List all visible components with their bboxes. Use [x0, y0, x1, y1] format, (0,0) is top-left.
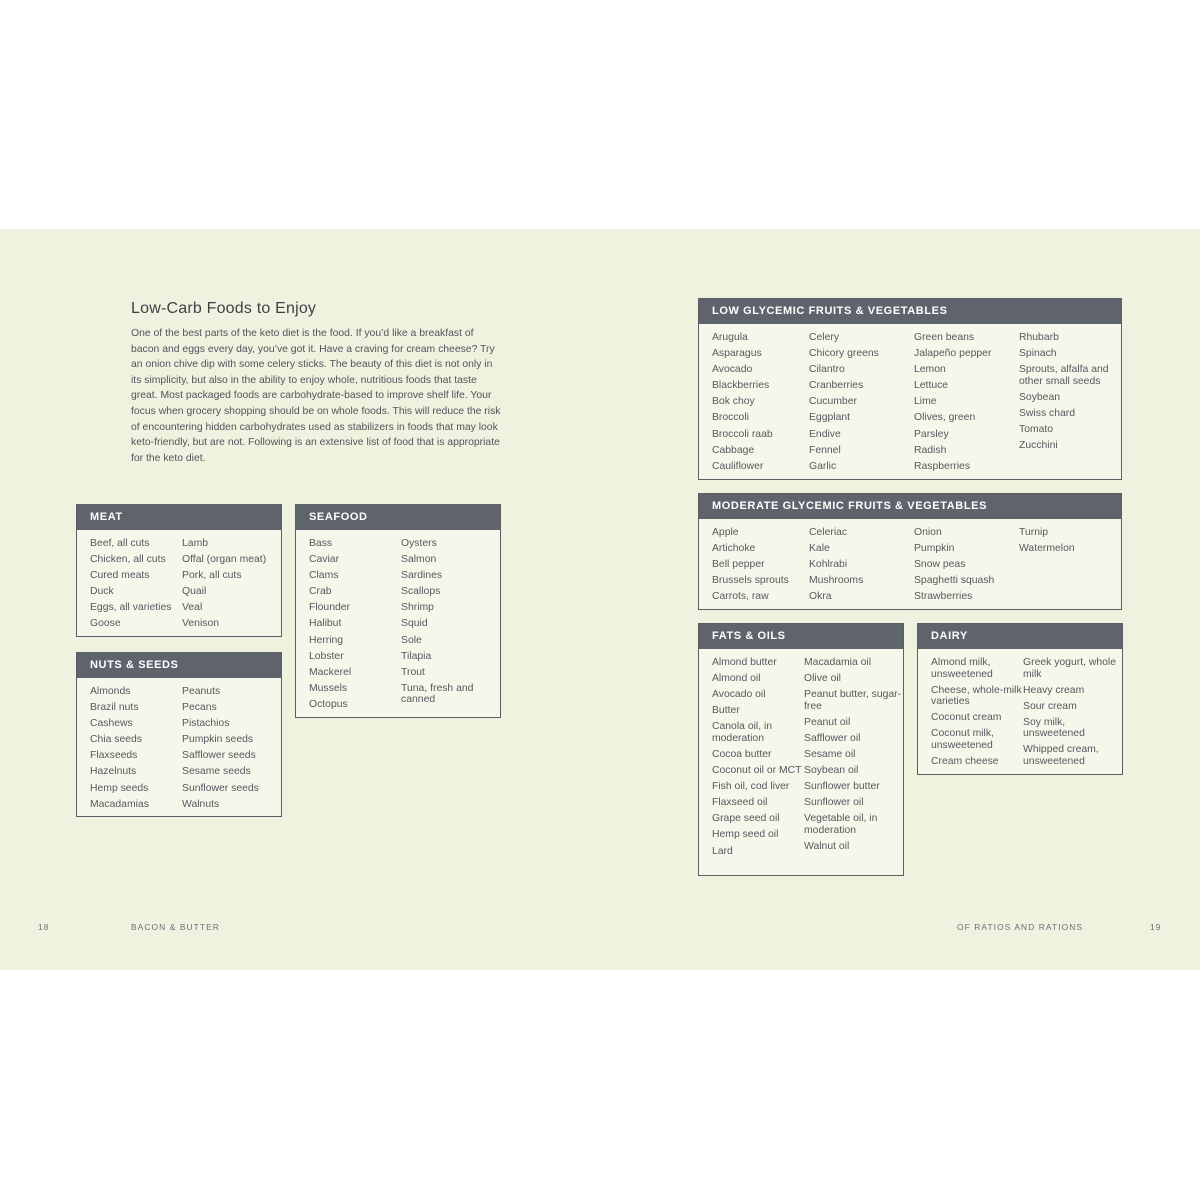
food-item: Soybean: [1019, 391, 1061, 403]
low-glycemic-box: [698, 298, 1122, 480]
food-item: Sunflower seeds: [182, 782, 259, 794]
food-item: Walnuts: [182, 798, 220, 810]
food-item: Macadamia oil: [804, 657, 872, 668]
food-item: Venison: [182, 618, 220, 630]
food-item: Tomato: [1019, 423, 1054, 435]
item-column: [182, 686, 281, 815]
item-column: [182, 538, 281, 635]
intro-paragraph: One of the best parts of the keto diet is the food. If you’d like a breakfast of bacon and eggs every day, you’ve got it. Have a craving for cream cheese? Try an onion chive dip with some celery sticks. The beauty of this diet is not only in its simplicity, but also in the ability to enjoy whole, nutritious foods that taste great. Most packaged foods are carbohydrate-based to improve shelf life. Your focus when grocery shopping should be on whole foods. This will reduce the risk of encountering hidden carbohydrates used as stabilizers in foods that may look keto-friendly, but are not. Following is an extensive list of food that is appropriate for the keto diet.: [131, 328, 501, 464]
food-item: Tuna, fresh and canned: [401, 682, 474, 706]
food-item: Cilantro: [809, 364, 845, 376]
item-column: [712, 332, 809, 477]
food-item: Turnip: [1019, 527, 1049, 538]
item-column: [809, 332, 914, 477]
section-title: Low-Carb Foods to Enjoy: [131, 300, 317, 317]
food-item: Chia seeds: [90, 734, 142, 746]
seafood-box-list: [296, 530, 500, 715]
food-item: Okra: [809, 591, 832, 603]
item-column: [712, 657, 804, 862]
food-item: Sour cream: [1023, 700, 1077, 712]
food-item: Kohlrabi: [809, 559, 848, 571]
item-column: [1019, 332, 1119, 477]
food-item: Jalapeño pepper: [914, 348, 992, 360]
food-item: Quail: [182, 586, 207, 598]
meat-box: [76, 504, 282, 637]
food-item: Bell pepper: [712, 559, 765, 571]
food-item: Cauliflower: [712, 460, 764, 472]
left-page-number: 18: [38, 922, 50, 932]
food-item: Cured meats: [90, 570, 150, 582]
food-item: Safflower oil: [804, 732, 861, 744]
food-item: Pumpkin: [914, 543, 955, 555]
item-column: [1019, 527, 1119, 607]
item-column: [309, 538, 401, 715]
food-item: Broccoli: [712, 412, 749, 424]
food-item: Scallops: [401, 586, 441, 598]
food-item: Whipped cream, unsweetened: [1023, 744, 1099, 767]
food-item: Brussels sprouts: [712, 575, 789, 587]
item-column: [809, 527, 914, 607]
food-item: Lettuce: [914, 380, 949, 392]
item-column: [914, 527, 1019, 607]
food-item: Peanuts: [182, 686, 221, 697]
item-column: [931, 657, 1023, 772]
food-item: Almonds: [90, 686, 131, 697]
food-item: Strawberries: [914, 591, 973, 603]
food-item: Cranberries: [809, 380, 864, 392]
food-item: Cucumber: [809, 396, 857, 408]
food-item: Cashews: [90, 718, 133, 730]
food-item: Parsley: [914, 428, 949, 440]
food-item: Sole: [401, 634, 422, 646]
food-item: Sesame oil: [804, 748, 856, 760]
food-item: Asparagus: [712, 348, 762, 360]
food-item: Avocado: [712, 364, 753, 376]
food-item: Apple: [712, 527, 739, 538]
right-running-head: OF RATIOS AND RATIONS: [957, 922, 1084, 932]
moderate-glycemic-box-header: MODERATE GLYCEMIC FRUITS & VEGETABLES: [699, 494, 1121, 519]
food-item: Canola oil, in moderation: [712, 721, 773, 744]
food-item: Mackerel: [309, 666, 352, 678]
fats-oils-box-list: [699, 649, 903, 862]
food-item: Raspberries: [914, 460, 971, 472]
right-page-number: 19: [1150, 922, 1162, 932]
food-item: Lard: [712, 845, 733, 857]
food-item: Lemon: [914, 364, 946, 376]
food-item: Clams: [309, 570, 339, 582]
food-item: Octopus: [309, 698, 348, 710]
food-item: Cabbage: [712, 444, 755, 456]
food-item: Lobster: [309, 650, 344, 662]
food-item: Safflower seeds: [182, 750, 256, 762]
food-item: Sunflower butter: [804, 781, 880, 793]
food-item: Almond milk, unsweetened: [931, 657, 993, 680]
item-column: [90, 538, 182, 635]
food-item: Soy milk, unsweetened: [1023, 716, 1085, 740]
food-item: Watermelon: [1019, 543, 1075, 555]
food-item: Coconut cream: [931, 712, 1002, 724]
item-column: [804, 657, 903, 862]
food-item: Peanut oil: [804, 716, 851, 728]
food-item: Celery: [809, 332, 840, 343]
food-item: Flaxseed oil: [712, 797, 768, 809]
food-item: Herring: [309, 634, 344, 646]
low-glycemic-box-header: LOW GLYCEMIC FRUITS & VEGETABLES: [699, 299, 1121, 324]
food-item: Hazelnuts: [90, 766, 137, 778]
food-item: Arugula: [712, 332, 748, 343]
food-item: Squid: [401, 618, 428, 630]
food-item: Swiss chard: [1019, 407, 1076, 419]
food-item: Butter: [712, 705, 740, 717]
dairy-box-header: DAIRY: [918, 624, 1122, 649]
food-item: Pork, all cuts: [182, 570, 242, 582]
food-item: Garlic: [809, 460, 837, 472]
nuts-seeds-box: [76, 652, 282, 817]
food-item: Soybean oil: [804, 765, 859, 777]
food-item: Heavy cream: [1023, 684, 1085, 696]
food-item: Olives, green: [914, 412, 976, 424]
food-item: Veal: [182, 602, 203, 614]
food-item: Eggs, all varieties: [90, 602, 172, 614]
food-item: Sesame seeds: [182, 766, 251, 778]
left-running-head: BACON & BUTTER: [131, 922, 220, 932]
food-item: Flounder: [309, 602, 351, 614]
intro-section: [131, 300, 501, 466]
food-item: Trout: [401, 666, 425, 678]
food-item: Endive: [809, 428, 841, 440]
fats-oils-box: [698, 623, 904, 876]
food-item: Tilapia: [401, 650, 432, 662]
food-item: Hemp seed oil: [712, 829, 779, 841]
food-item: Coconut milk, unsweetened: [931, 728, 994, 751]
low-glycemic-box-list: [699, 324, 1121, 477]
item-column: [401, 538, 500, 715]
food-item: Oysters: [401, 538, 437, 549]
food-item: Artichoke: [712, 543, 756, 555]
food-item: Broccoli raab: [712, 428, 773, 440]
food-item: Radish: [914, 444, 947, 456]
food-item: Sprouts, alfalfa and other small seeds: [1019, 364, 1109, 387]
food-item: Greek yogurt, whole milk: [1023, 657, 1117, 680]
dairy-box: [917, 623, 1123, 775]
food-item: Lamb: [182, 538, 209, 549]
seafood-box: [295, 504, 501, 718]
food-item: Vegetable oil, in moderation: [804, 813, 878, 836]
food-item: Rhubarb: [1019, 332, 1059, 343]
food-item: Salmon: [401, 554, 437, 566]
food-item: Peanut butter, sugar-free: [804, 689, 902, 712]
food-item: Grape seed oil: [712, 813, 780, 825]
food-item: Shrimp: [401, 602, 434, 614]
item-column: [914, 332, 1019, 477]
food-item: Offal (organ meat): [182, 554, 267, 566]
food-item: Lime: [914, 396, 937, 408]
food-item: Crab: [309, 586, 332, 598]
food-item: Avocado oil: [712, 689, 766, 701]
food-item: Almond butter: [712, 657, 777, 668]
food-item: Pistachios: [182, 718, 230, 730]
food-item: Spinach: [1019, 348, 1057, 360]
food-item: Spaghetti squash: [914, 575, 995, 587]
food-item: Blackberries: [712, 380, 770, 392]
food-item: Walnut oil: [804, 840, 850, 852]
food-item: Duck: [90, 586, 114, 598]
food-item: Halibut: [309, 618, 342, 630]
nuts-seeds-box-list: [77, 678, 281, 815]
food-item: Zucchini: [1019, 440, 1058, 452]
meat-box-list: [77, 530, 281, 635]
food-item: Sunflower oil: [804, 797, 864, 809]
food-item: Celeriac: [809, 527, 848, 538]
food-item: Macadamias: [90, 798, 149, 810]
food-item: Goose: [90, 618, 121, 630]
food-item: Cream cheese: [931, 755, 999, 767]
food-item: Eggplant: [809, 412, 851, 424]
food-item: Mussels: [309, 682, 348, 694]
food-item: Bass: [309, 538, 333, 549]
item-column: [90, 686, 182, 815]
food-item: Cocoa butter: [712, 748, 772, 760]
food-item: Bok choy: [712, 396, 755, 408]
food-item: Fish oil, cod liver: [712, 781, 790, 793]
food-item: Coconut oil or MCT: [712, 765, 802, 777]
food-item: Almond oil: [712, 673, 761, 685]
food-item: Kale: [809, 543, 830, 555]
meat-box-header: MEAT: [77, 505, 281, 530]
food-item: Beef, all cuts: [90, 538, 150, 549]
food-item: Cheese, whole-milk varieties: [931, 684, 1022, 708]
food-item: Green beans: [914, 332, 975, 343]
food-item: Chicory greens: [809, 348, 879, 360]
food-item: Caviar: [309, 554, 340, 566]
food-item: Sardines: [401, 570, 443, 582]
food-item: Carrots, raw: [712, 591, 769, 603]
moderate-glycemic-box-list: [699, 519, 1121, 607]
moderate-glycemic-box: [698, 493, 1122, 610]
food-item: Olive oil: [804, 673, 841, 685]
nuts-seeds-box-header: NUTS & SEEDS: [77, 653, 281, 678]
food-item: Onion: [914, 527, 942, 538]
food-item: Snow peas: [914, 559, 966, 571]
food-item: Pecans: [182, 702, 217, 714]
food-item: Brazil nuts: [90, 702, 139, 714]
food-item: Mushrooms: [809, 575, 864, 587]
item-column: [1023, 657, 1122, 772]
food-item: Fennel: [809, 444, 841, 456]
food-item: Pumpkin seeds: [182, 734, 254, 746]
item-column: [712, 527, 809, 607]
food-item: Hemp seeds: [90, 782, 149, 794]
seafood-box-header: SEAFOOD: [296, 505, 500, 530]
food-item: Flaxseeds: [90, 750, 138, 762]
food-item: Chicken, all cuts: [90, 554, 166, 566]
dairy-box-list: [918, 649, 1122, 772]
fats-oils-box-header: FATS & OILS: [699, 624, 903, 649]
